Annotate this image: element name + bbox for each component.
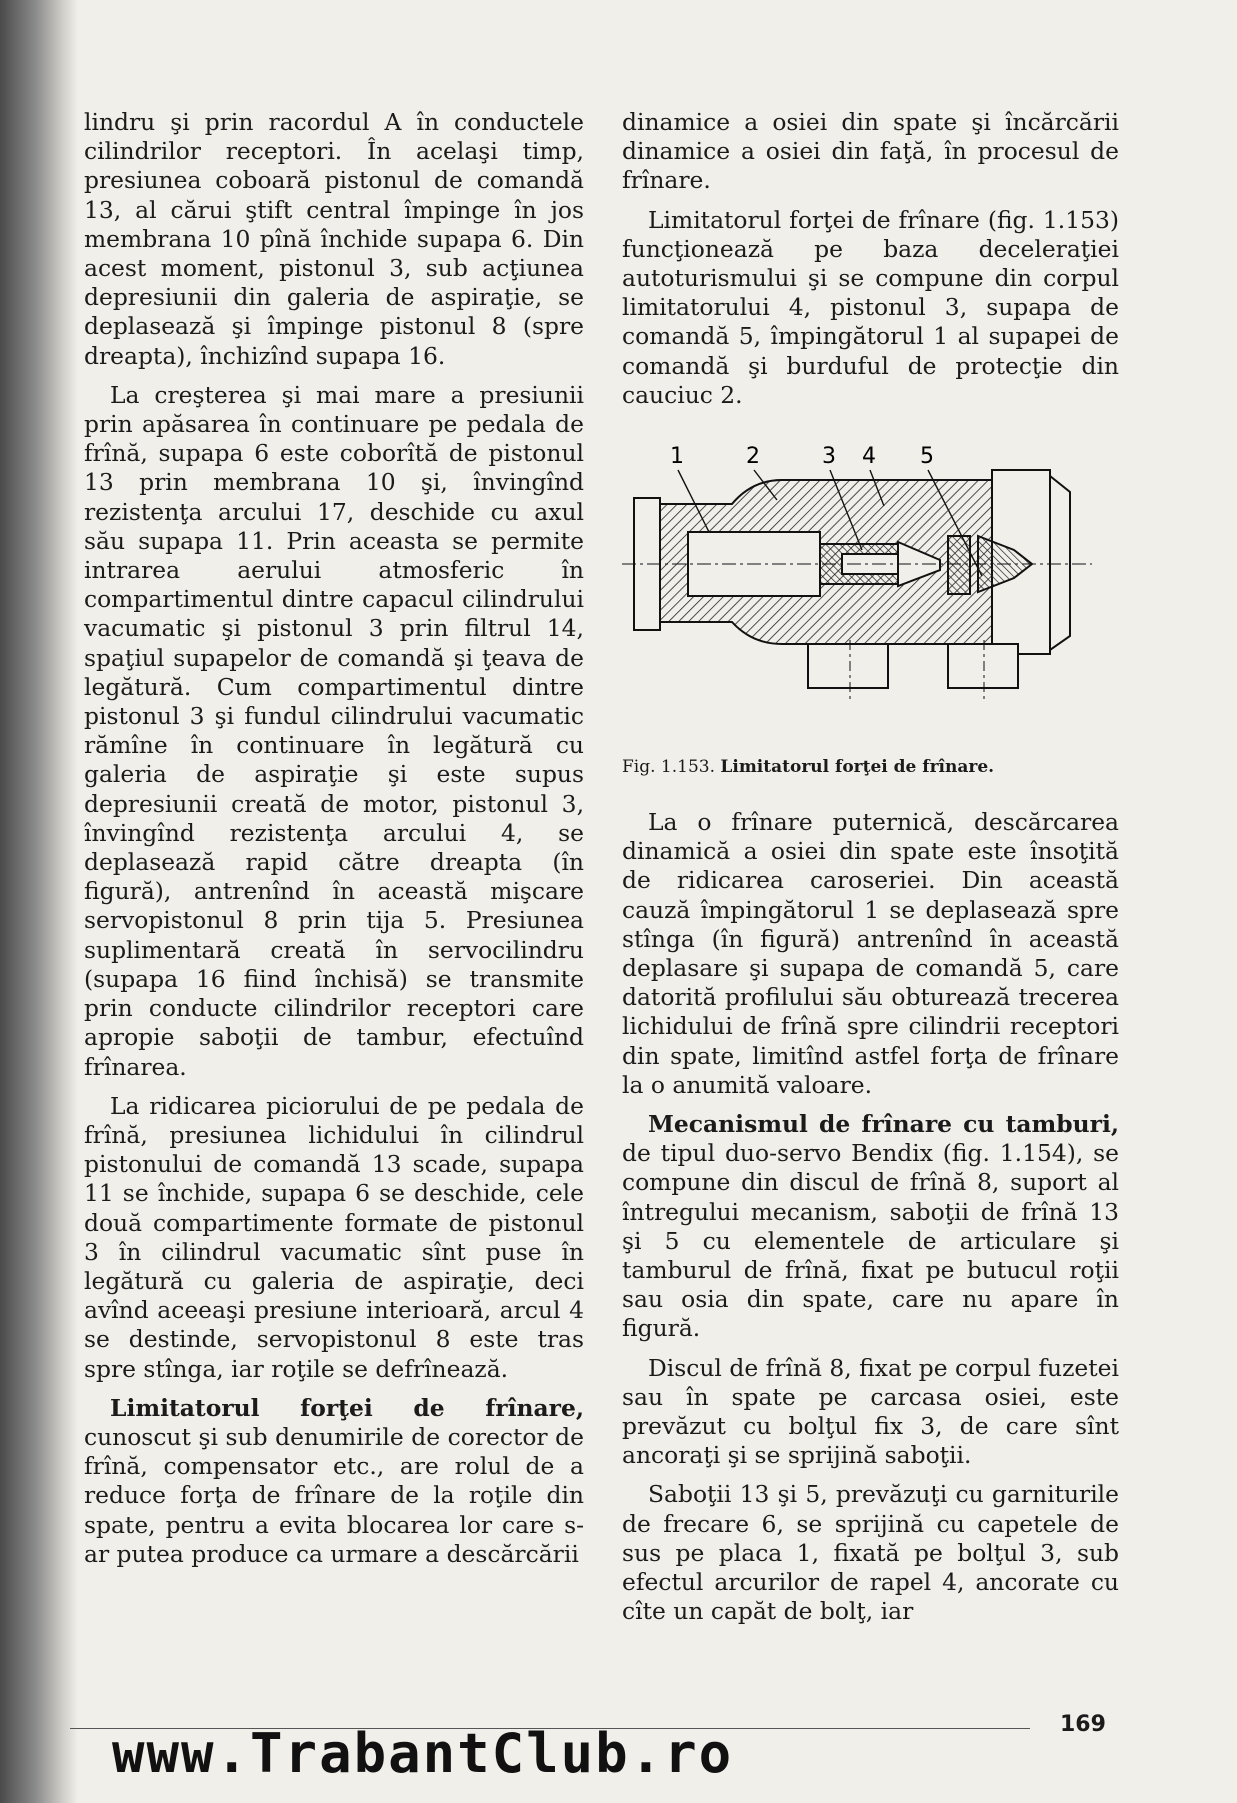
paragraph-text: cunoscut şi sub denumirile de corector de frînă, compensator etc., are rolul de a reduce forţa de frînare de la roţile din spate, pentru a evita blocarea lor care s-ar putea produce ca urmare a descărcării xyxy=(84,1422,584,1568)
section-lead: Limitatorul forţei de frînare, xyxy=(110,1393,584,1422)
caption-number: Fig. 1.153. xyxy=(622,757,715,777)
callout-label-2: 2 xyxy=(746,444,760,469)
watermark-url: www.TrabantClub.ro xyxy=(112,1722,734,1785)
caption-title: Limitatorul forţei de frînare. xyxy=(720,757,995,777)
paragraph: Limitatorul forţei de frînare (fig. 1.153) funcţionează pe baza deceleraţiei autoturismului şi se compune din corpul limitatorului 4, pistonul 3, supapa de comandă 5, împingătorul 1 al supapei de comandă şi burduful de protecţie din cauciuc 2. xyxy=(622,205,1119,409)
right-text-column-bottom xyxy=(622,808,1119,1636)
paragraph: Discul de frînă 8, fixat pe corpul fuzetei sau în spate pe carcasa osiei, este prevăzut cu bolţul fix 3, de care sînt ancoraţi şi se sprijină saboţii. xyxy=(622,1353,1119,1470)
paragraph: La creşterea şi mai mare a presiunii prin apăsarea în continuare pe pedala de frînă, supapa 6 este coborîtă de pistonul 13 prin membrana 10 şi, învingînd rezistenţa arcului 17, deschide cu axul său supapa 11. Prin aceasta se permite intrarea aerului atmosferic în compartimentul dintre capacul cilindrului vacumatic şi pistonul 3 prin filtrul 14, spaţiul supapelor de comandă şi ţeava de legătură. Cum compartimentul dintre pistonul 3 şi fundul cilindrului vacumatic rămîne în continuare în legătură cu galeria de aspiraţie şi este supus depresiunii creată de motor, pistonul 3, învingînd rezistenţa arcului 4, se deplasează rapid către dreapta (în figură), antrenînd în această mişcare servopistonul 8 prin tija 5. Presiunea suplimentară creată în servocilindru (supapa 16 fiind închisă) se transmite prin conducte cilindrilor receptori care apropie saboţii de tambur, efectuînd frînarea. xyxy=(84,380,584,1081)
right-text-column-top xyxy=(622,108,1119,420)
technical-drawing xyxy=(622,440,1119,740)
paragraph: La ridicarea piciorului de pe pedala de frînă, presiunea lichidului în cilindrul pistonului de comandă 13 scade, supapa 11 se închide, supapa 6 se deschide, cele două compartimente formate de pistonul 3 în cilindrul vacumatic sînt puse în legătură cu galeria de aspiraţie, deci avînd aceeaşi presiune interioară, arcul 4 se destinde, servopistonul 8 este tras spre stînga, iar roţile se defrînează. xyxy=(84,1091,584,1383)
callout-label-1: 1 xyxy=(670,444,684,469)
page-number: 169 xyxy=(1060,1712,1106,1737)
callout-label-3: 3 xyxy=(822,444,836,469)
paragraph: La o frînare puternică, descărcarea dinamică a osiei din spate este însoţită de ridicarea caroseriei. Din această cauză împingătorul 1 se deplasează spre stînga (în figură) antrenînd în această deplasare şi supapa de comandă 5, care datorită profilului său obturează trecerea lichidului de frînă spre cilindrii receptori din spate, limitînd astfel forţa de frînare la o anumită valoare. xyxy=(622,808,1119,1099)
paragraph: Saboţii 13 şi 5, prevăzuţi cu garniturile de frecare 6, se sprijină cu capetele de sus pe placa 1, fixată pe bolţul 3, sub efectul arcurilor de rapel 4, ancorate cu cîte un capăt de bolţ, iar xyxy=(622,1480,1119,1626)
paragraph: lindru şi prin racordul A în conductele cilindrilor receptori. În acelaşi timp, presiunea coboară pistonul de comandă 13, al cărui ştift central împinge în jos membrana 10 pînă închide supapa 6. Din acest moment, pistonul 3, sub acţiunea depresiunii din galeria de aspiraţie, se deplasează şi împinge pistonul 8 (spre dreapta), închizînd supapa 16. xyxy=(84,108,584,370)
paragraph-text: de tipul duo-servo Bendix (fig. 1.154), se compune din discul de frînă 8, suport al întregului mecanism, saboţii de frînă 13 şi 5 cu elementele de articulare şi tamburul de frînă, fixat pe butucul roţii sau osia din spate, care nu apare în figură. xyxy=(622,1139,1119,1343)
left-text-column xyxy=(84,108,584,1579)
section-lead: Mecanismul de frînare cu tamburi, xyxy=(648,1110,1119,1139)
book-spine-shadow xyxy=(0,0,78,1803)
limiter-body xyxy=(634,470,1070,688)
paragraph xyxy=(84,1394,584,1569)
figure-brake-force-limiter xyxy=(622,440,1119,740)
figure-caption xyxy=(622,756,1119,778)
callout-label-5: 5 xyxy=(920,444,934,469)
callout-label-4: 4 xyxy=(862,444,876,469)
paragraph xyxy=(622,1110,1119,1344)
paragraph: dinamice a osiei din spate şi încărcării dinamice a osiei din faţă, în procesul de frînare. xyxy=(622,108,1119,195)
